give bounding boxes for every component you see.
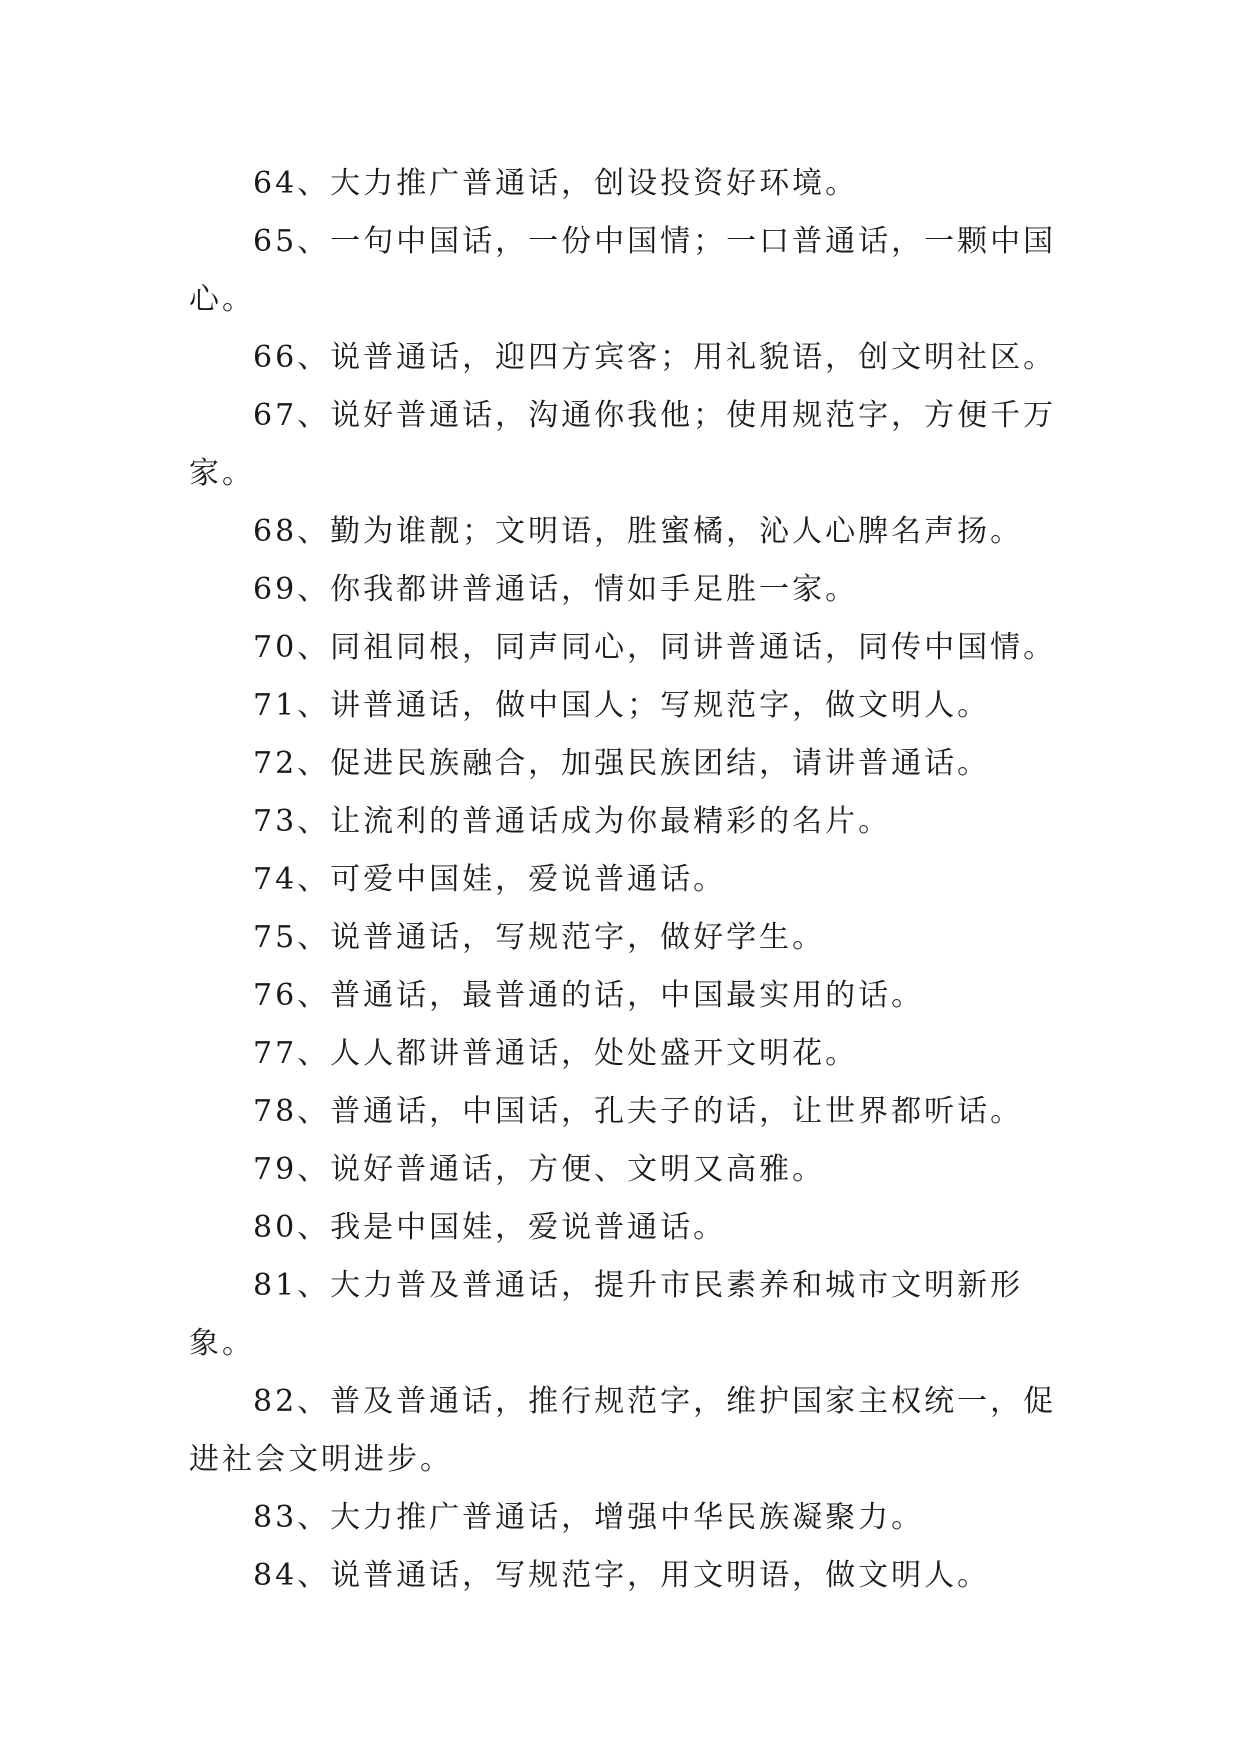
slogan-item-74: 74、可爱中国娃，爱说普通话。	[253, 862, 727, 897]
slogan-item-84: 84、说普通话，写规范字，用文明语，做文明人。	[253, 1558, 991, 1593]
slogan-item-75: 75、说普通话，写规范字，做好学生。	[253, 920, 826, 955]
slogan-item-76: 76、普通话，最普通的话，中国最实用的话。	[253, 978, 925, 1013]
slogan-item-77: 77、人人都讲普通话，处处盛开文明花。	[253, 1036, 859, 1071]
slogan-item-69: 69、你我都讲普通话，情如手足胜一家。	[253, 572, 859, 607]
slogan-item-70: 70、同祖同根，同声同心，同讲普通话，同传中国情。	[253, 630, 1057, 665]
slogan-item-81: 81、大力普及普通话，提升市民素养和城市文明新形象。	[189, 1268, 1024, 1361]
slogan-item-79: 79、说好普通话，方便、文明又高雅。	[253, 1152, 826, 1187]
slogan-list	[189, 155, 1059, 1605]
slogan-item-83: 83、大力推广普通话，增强中华民族凝聚力。	[253, 1500, 925, 1535]
slogan-item-67: 67、说好普通话，沟通你我他；使用规范字，方便千万家。	[189, 398, 1057, 491]
slogan-item-65: 65、一句中国话，一份中国情；一口普通话，一颗中国心。	[189, 224, 1057, 317]
slogan-item-73: 73、让流利的普通话成为你最精彩的名片。	[253, 804, 892, 839]
slogan-item-68: 68、勤为谁靓；文明语，胜蜜橘，沁人心脾名声扬。	[253, 514, 1024, 549]
slogan-item-72: 72、促进民族融合，加强民族团结，请讲普通话。	[253, 746, 991, 781]
slogan-item-82: 82、普及普通话，推行规范字，维护国家主权统一，促进社会文明进步。	[189, 1384, 1057, 1477]
slogan-item-78: 78、普通话，中国话，孔夫子的话，让世界都听话。	[253, 1094, 1024, 1129]
slogan-item-64: 64、大力推广普通话，创设投资好环境。	[253, 166, 859, 201]
slogan-item-80: 80、我是中国娃，爱说普通话。	[253, 1210, 727, 1245]
slogan-item-71: 71、讲普通话，做中国人；写规范字，做文明人。	[253, 688, 991, 723]
slogan-item-66: 66、说普通话，迎四方宾客；用礼貌语，创文明社区。	[253, 340, 1057, 375]
